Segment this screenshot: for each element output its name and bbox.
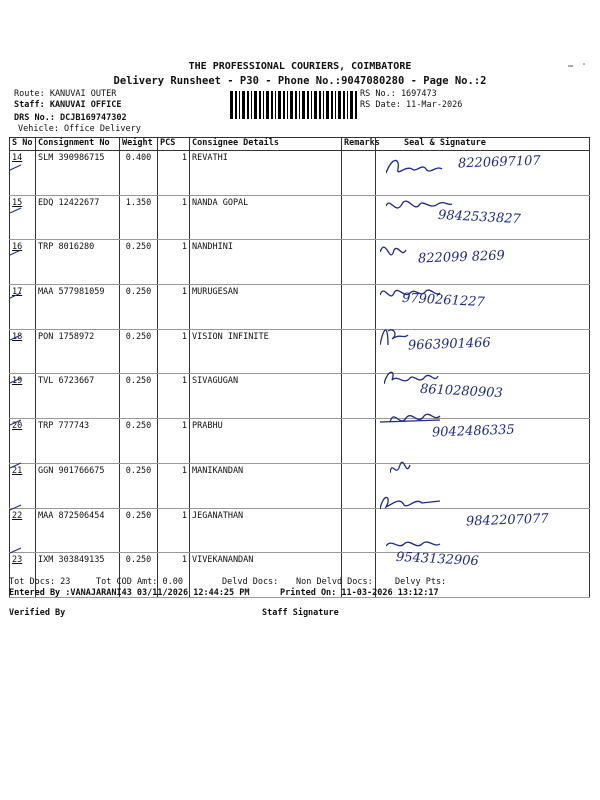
signature-phone: 8610280903: [419, 381, 504, 401]
row-remarks: [342, 374, 376, 419]
row-pcs: 1: [158, 508, 190, 553]
row-sno: 17: [10, 285, 36, 330]
row-weight: 0.250: [120, 419, 158, 464]
barcode-image: [230, 91, 358, 119]
route-label: Route: KANUVAI OUTER: [14, 89, 117, 99]
delivered-docs: Delvd Docs:: [222, 577, 279, 587]
signature-phone: 9543132906: [395, 549, 480, 569]
row-consignment: TVL 6723667: [36, 374, 120, 419]
row-pcs: 1: [158, 240, 190, 285]
tick-mark: [9, 332, 23, 342]
row-weight: 0.250: [120, 463, 158, 508]
row-remarks: [342, 508, 376, 553]
row-consignment: PON 1758972: [36, 329, 120, 374]
row-consignee: PRABHU: [190, 419, 342, 464]
total-docs: Tot Docs: 23: [9, 577, 71, 587]
row-weight: 0.400: [120, 151, 158, 196]
row-remarks: [342, 329, 376, 374]
row-consignment: SLM 390986715: [36, 151, 120, 196]
row-consignment: TRP 8016280: [36, 240, 120, 285]
row-consignment: MAA 872506454: [36, 508, 120, 553]
signature-phone: 9842533827: [437, 207, 522, 227]
signature-phone: 9663901466: [407, 335, 491, 354]
runsheet-table: [9, 137, 590, 598]
table-row: [10, 329, 590, 374]
corner-mark: [560, 52, 590, 82]
col-pcs: PCS: [158, 138, 190, 151]
col-consignee: Consignee Details: [190, 138, 342, 151]
row-weight: 1.350: [120, 195, 158, 240]
rs-date: RS Date: 11-Mar-2026: [360, 100, 463, 110]
row-sno: 16: [10, 240, 36, 285]
row-pcs: 1: [158, 463, 190, 508]
row-weight: 0.250: [120, 285, 158, 330]
row-pcs: 1: [158, 419, 190, 464]
col-consignment: Consignment No: [36, 138, 120, 151]
document-subtitle: Delivery Runsheet - P30 - Phone No.:9047080280 - Page No.:2: [113, 75, 487, 87]
table-row: [10, 463, 590, 508]
col-sno: S No: [10, 138, 36, 151]
row-consignee: NANDHINI: [190, 240, 342, 285]
row-weight: 0.250: [120, 240, 158, 285]
row-sno: 18: [10, 329, 36, 374]
row-sno: 19: [10, 374, 36, 419]
drs-number: DRS No.: DCJB169747302: [14, 113, 127, 123]
signature-phone: 9042486335: [431, 422, 515, 441]
tick-mark: [9, 460, 23, 470]
row-remarks: [342, 240, 376, 285]
row-sno: 21: [10, 463, 36, 508]
entered-by: Entered By :VANAJARANI43 03/11/2026 12:44:25 PM: [9, 588, 250, 598]
signature-scribble: [390, 457, 470, 487]
signature-phone: 9790261227: [401, 290, 486, 310]
document-title: THE PROFESSIONAL COURIERS, COIMBATORE: [188, 61, 412, 72]
tick-mark: [9, 290, 23, 300]
row-pcs: 1: [158, 151, 190, 196]
row-sno: 22: [10, 508, 36, 553]
row-weight: 0.250: [120, 374, 158, 419]
row-consignment: TRP 777743: [36, 419, 120, 464]
signature-phone: 9842207077: [465, 511, 549, 530]
row-remarks: [342, 151, 376, 196]
rs-number: RS No.: 1697473: [360, 89, 437, 99]
row-consignee: NANDA GOPAL: [190, 195, 342, 240]
row-pcs: 1: [158, 329, 190, 374]
non-delivered-docs: Non Delvd Docs:: [296, 577, 373, 587]
vehicle-label: Vehicle: Office Delivery: [18, 124, 141, 134]
signature-scribble: [380, 493, 460, 523]
row-consignment: GGN 901766675: [36, 463, 120, 508]
row-consignee: VIVEKANANDAN: [190, 553, 342, 598]
row-pcs: 1: [158, 374, 190, 419]
tick-mark: [9, 205, 23, 215]
row-remarks: [342, 195, 376, 240]
row-sno: 20: [10, 419, 36, 464]
row-consignment: IXM 303849135: [36, 553, 120, 598]
tick-mark: [9, 247, 23, 257]
row-pcs: 1: [158, 195, 190, 240]
row-sno: 15: [10, 195, 36, 240]
printed-on: Printed On: 11-03-2026 13:12:17: [280, 588, 439, 598]
row-consignment: MAA 577981059: [36, 285, 120, 330]
row-sno: 23: [10, 553, 36, 598]
row-remarks: [342, 285, 376, 330]
signature-scribble: [386, 155, 466, 185]
table-header-row: [10, 138, 590, 151]
delivery-points: Delvy Pts:: [395, 577, 447, 587]
row-consignee: JEGANATHAN: [190, 508, 342, 553]
row-consignee: MANIKANDAN: [190, 463, 342, 508]
row-pcs: 1: [158, 553, 190, 598]
row-remarks: [342, 463, 376, 508]
row-consignee: SIVAGUGAN: [190, 374, 342, 419]
row-weight: 0.250: [120, 553, 158, 598]
tick-mark: [9, 375, 23, 385]
col-remarks: Remarks: [342, 138, 376, 151]
col-signature: Seal & Signature: [376, 138, 590, 151]
row-remarks: [342, 419, 376, 464]
staff-signature-label: Staff Signature: [262, 608, 339, 618]
staff-label: Staff: KANUVAI OFFICE: [14, 100, 122, 110]
row-sno: 14: [10, 151, 36, 196]
total-cod: Tot COD Amt: 0.00: [96, 577, 183, 587]
tick-mark: [9, 417, 23, 427]
row-pcs: 1: [158, 285, 190, 330]
row-consignee: REVATHI: [190, 151, 342, 196]
col-weight: Weight: [120, 138, 158, 151]
verified-by-label: Verified By: [9, 608, 66, 618]
row-weight: 0.250: [120, 508, 158, 553]
row-consignee: VISION INFINITE: [190, 329, 342, 374]
table-row: [10, 285, 590, 330]
row-consignee: MURUGESAN: [190, 285, 342, 330]
row-consignment: EDQ 12422677: [36, 195, 120, 240]
signature-phone: 822099 8269: [417, 248, 506, 267]
tick-mark: [9, 162, 23, 172]
tick-mark: [9, 545, 23, 555]
tick-mark: [9, 502, 23, 512]
signature-phone: 8220697107: [457, 153, 541, 172]
row-weight: 0.250: [120, 329, 158, 374]
